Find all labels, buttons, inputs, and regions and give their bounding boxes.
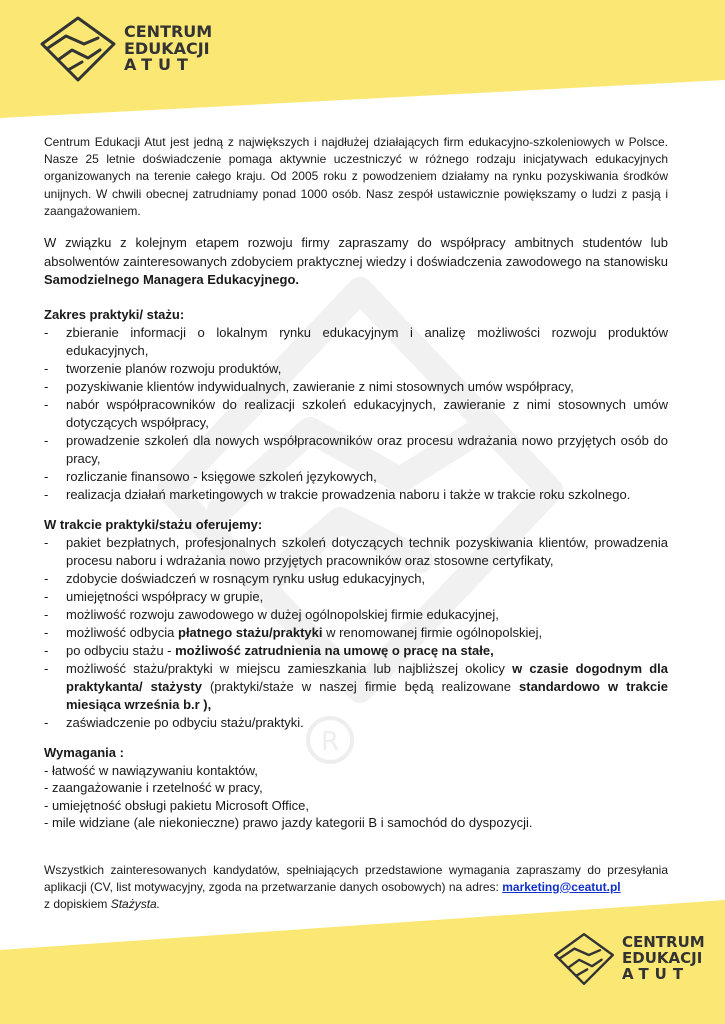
item-text: w renomowanej firmie ogólnopolskiej,	[322, 624, 543, 640]
handshake-logo-icon	[552, 930, 616, 988]
item-bold: w czasie dogodnym dla praktykanta/ stażysty	[66, 660, 668, 694]
closing-text: Wszystkich zainteresowanych kandydatów, spełniających przedstawione wymagania zapraszamy do przesyłania aplikacji (CV, list motywacyjny, zgoda na przetwarzanie danych osobowych) na adres:	[44, 862, 668, 894]
invite-paragraph	[44, 234, 668, 290]
position-name: Samodzielnego Managera Edukacyjnego.	[44, 272, 300, 288]
list-item: - prowadzenie szkoleń dla nowych współpracowników oraz procesu wdrażania nowo przyjętych osób do pracy,	[44, 432, 668, 468]
list-item	[44, 660, 668, 714]
list-item: - tworzenie planów rozwoju produktów,	[44, 360, 668, 378]
closing-suffix-italic: Stażysta.	[110, 896, 161, 911]
scope-title: Zakres praktyki/ stażu:	[44, 306, 185, 322]
item-text: możliwość odbycia	[66, 624, 178, 640]
list-item: - pozyskiwanie klientów indywidualnych, zawieranie z nimi stosownych umów współpracy,	[44, 378, 668, 396]
list-item: - zdobycie doświadczeń w rosnącym rynku usług edukacyjnych,	[44, 570, 668, 588]
list-item: - umiejętność obsługi pakietu Microsoft Office,	[44, 797, 309, 813]
item-text: po odbyciu stażu -	[66, 642, 176, 658]
closing-suffix: z dopiskiem	[44, 896, 111, 911]
item-bold: standardowo w trakcie miesiąca września b.r ),	[66, 678, 669, 712]
requirements-list	[44, 762, 668, 832]
list-item	[44, 642, 668, 660]
list-item: - możliwość rozwoju zawodowego w dużej ogólnopolskiej firmie edukacyjnej,	[44, 606, 668, 624]
footer-logo	[552, 930, 705, 988]
logo-line-atut: ATUT	[622, 964, 690, 983]
list-item: - mile widziane (ale niekonieczne) prawo jazdy kategorii B i samochód do dyspozycji.	[44, 815, 533, 831]
svg-text:R: R	[320, 727, 340, 757]
logo-line-atut: ATUT	[124, 55, 194, 75]
item-bold: możliwość zatrudnienia na umowę o pracę na stałe,	[175, 642, 494, 658]
logo-wordmark	[124, 21, 213, 75]
item-bold: płatnego stażu/praktyki	[178, 624, 323, 640]
logo	[38, 14, 212, 84]
logo-line-edukacji: EDUKACJI	[124, 38, 210, 58]
handshake-logo-icon	[38, 14, 118, 84]
list-item: - umiejętności współpracy w grupie,	[44, 588, 668, 606]
logo-line-centrum: CENTRUM	[124, 21, 213, 41]
list-item: - zbieranie informacji o lokalnym rynku edukacyjnym i analizę możliwości rozwoju produktów edukacyjnych,	[44, 324, 668, 360]
list-item	[44, 624, 668, 642]
list-item: - zaświadczenie po odbyciu stażu/praktyki.	[44, 714, 668, 732]
requirements-title: Wymagania :	[44, 744, 124, 760]
item-text: możliwość stażu/praktyki w miejscu zamieszkania lub najbliższej okolicy	[66, 660, 513, 676]
email-link[interactable]: marketing@ceatut.pl	[502, 879, 621, 894]
item-text: (praktyki/staże w naszej firmie będą realizowane	[201, 678, 520, 694]
scope-list	[44, 324, 668, 504]
list-item: - łatwość w nawiązywaniu kontaktów,	[44, 762, 258, 778]
list-item: - zaangażowanie i rzetelność w pracy,	[44, 780, 263, 796]
intro-paragraph: Centrum Edukacji Atut jest jedną z największych i najdłużej działających firm edukacyjno-szkoleniowych w Polsce. Nasze 25 letnie doświadczenie pomaga aktywnie uczestniczyć w różnego rodzaju inicjatywach edukacyjnych organizowanych na terenie całego kraju. Od 2005 roku z powodzeniem działamy na rynku pozyskiwania środków unijnych. W chwili obecnej zatrudniamy ponad 1000 osób. Nasz zespół ustawicznie powiększamy o ludzi z pasją i zaangażowaniem.	[44, 135, 668, 218]
logo-line-edukacji: EDUKACJI	[622, 949, 703, 968]
offer-title: W trakcie praktyki/stażu oferujemy:	[44, 516, 263, 532]
logo-wordmark	[622, 935, 705, 982]
document-body	[44, 134, 668, 913]
list-item: - rozliczanie finansowo - księgowe szkoleń językowych,	[44, 468, 668, 486]
offer-list	[44, 534, 668, 732]
logo-line-centrum: CENTRUM	[622, 933, 705, 952]
list-item: - pakiet bezpłatnych, profesjonalnych szkoleń dotyczących technik pozyskiwania klientów, prowadzenia procesu naboru i wdrażania nowo przyjętych pracowników oraz stosowne certyfikaty,	[44, 534, 668, 570]
invite-text: W związku z kolejnym etapem rozwoju firmy zapraszamy do współpracy ambitnych studentów lub absolwentów zainteresowanych zdobyciem praktycznej wiedzy i doświadczenia zawodowego na stanowisku	[44, 235, 668, 269]
list-item: - realizacja działań marketingowych w trakcie prowadzenia naboru i także w trakcie roku szkolnego.	[44, 486, 668, 504]
list-item: - nabór współpracowników do realizacji szkoleń edukacyjnych, zawieranie z nimi stosownych umów dotyczących współpracy,	[44, 396, 668, 432]
